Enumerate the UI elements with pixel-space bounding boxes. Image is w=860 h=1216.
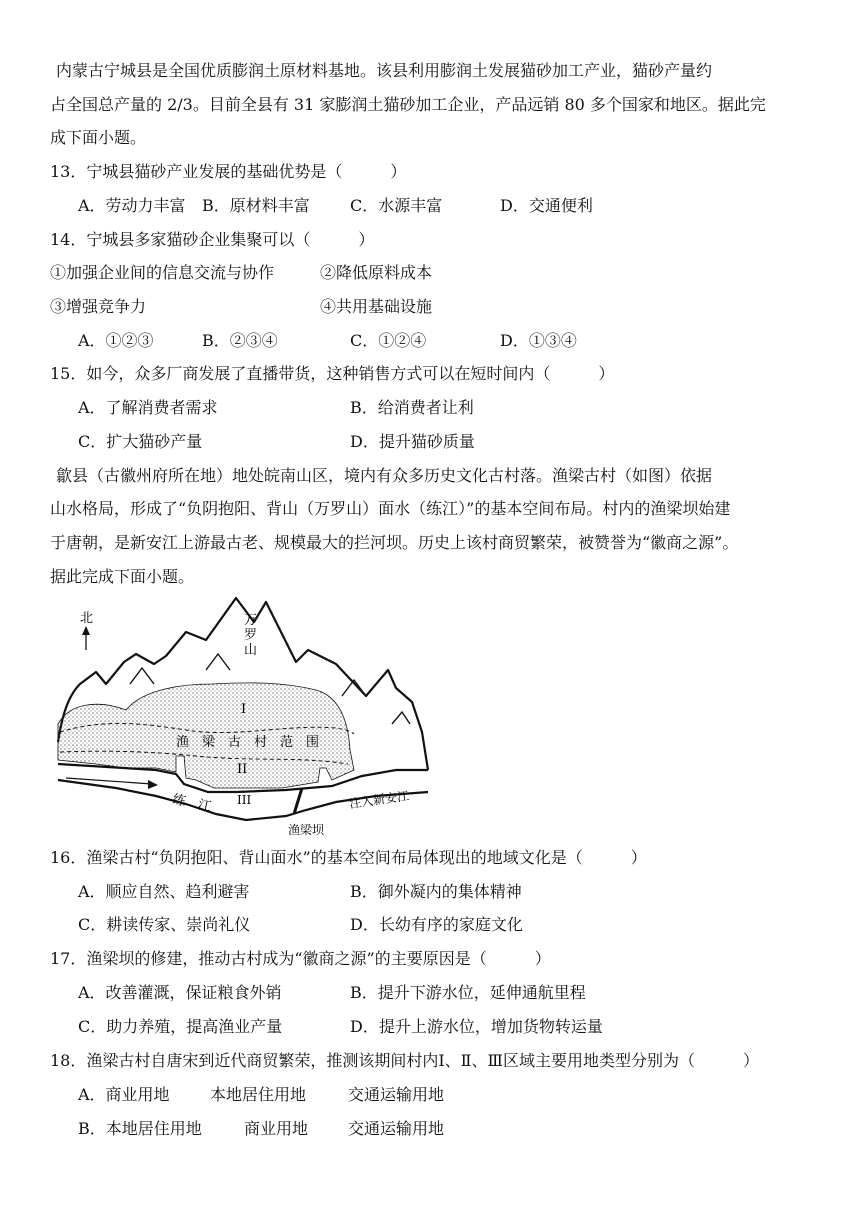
question-17-options-row-1	[78, 982, 586, 1004]
q16-option-d[interactable]: D．长幼有序的家庭文化	[350, 915, 523, 934]
q14-item-1: ①加强企业间的信息交流与协作	[50, 263, 275, 282]
q13-option-a[interactable]: A．劳动力丰富	[78, 196, 186, 215]
q15-option-b[interactable]: B．给消费者让利	[350, 398, 474, 417]
passage1-line-1: 内蒙古宁城县是全国优质膨润土原材料基地。该县利用膨润土发展猫砂加工产业，猫砂产量约	[56, 61, 713, 80]
q18-option-b[interactable]	[78, 1118, 444, 1140]
question-15-options-row-2	[78, 431, 475, 453]
passage2-line-4: 据此完成下面小题。	[50, 567, 195, 586]
q17-option-d[interactable]: D．提升上游水位，增加货物转运量	[350, 1017, 603, 1036]
dam-label: 渔梁坝	[288, 823, 325, 837]
mountain-label-3: 山	[244, 643, 258, 658]
zone-2-label: II	[237, 762, 248, 777]
q14-option-c[interactable]: C．①②④	[350, 331, 427, 350]
passage1-line-2: 占全国总产量的 2/3。目前全县有 31 家膨润土猫砂加工企业，产品远销 80 多个国家和地区。据此完	[50, 95, 766, 114]
q18-option-a[interactable]	[78, 1084, 444, 1106]
question-14-options	[78, 330, 577, 352]
q16-option-c[interactable]: C．耕读传家、崇尚礼仪	[78, 915, 251, 934]
q18-option-a-zone-2: 本地居住用地	[210, 1085, 307, 1104]
dam-symbol	[294, 788, 302, 814]
question-13-stem: 13．宁城县猫砂产业发展的基础优势是（ ）	[50, 162, 407, 181]
yuliang-village-map	[36, 592, 446, 840]
q13-option-c[interactable]: C．水源丰富	[350, 196, 443, 215]
north-arrow-icon	[82, 626, 90, 650]
q14-item-3: ③增强竞争力	[50, 297, 147, 316]
q18-option-b-zone-3: 交通运输用地	[348, 1119, 445, 1138]
q14-option-a[interactable]: A．①②③	[78, 331, 154, 350]
mountain-symbol-1	[130, 668, 154, 684]
passage2-line-1: 歙县（古徽州府所在地）地处皖南山区，境内有众多历史文化古村落。渔梁古村（如图）依据	[56, 466, 713, 485]
outflow-label: 注入新安江	[348, 788, 410, 811]
q18-option-b-zone-1: B．本地居住用地	[78, 1119, 202, 1138]
q17-option-a[interactable]: A．改善灌溉，保证粮食外销	[78, 983, 282, 1002]
river-label: 练 江	[171, 792, 213, 816]
mountain-label-2: 罗	[244, 628, 258, 643]
mountain-symbol-4	[392, 712, 410, 724]
q16-option-a[interactable]: A．顺应自然、趋利避害	[78, 882, 250, 901]
question-14-stem: 14．宁城县多家猫砂企业集聚可以（ ）	[50, 230, 375, 249]
north-label: 北	[80, 611, 94, 626]
zone-3-label: III	[237, 793, 252, 807]
q14-item-4: ④共用基础设施	[320, 297, 433, 316]
q17-option-b[interactable]: B．提升下游水位，延伸通航里程	[350, 983, 586, 1002]
q13-option-d[interactable]: D．交通便利	[500, 196, 593, 215]
question-17-stem: 17．渔梁坝的修建，推动古村成为“徽商之源”的主要原因是（ ）	[50, 949, 551, 968]
question-16-options-row-1	[78, 881, 522, 903]
q17-option-c[interactable]: C．助力养殖，提高渔业产量	[78, 1017, 283, 1036]
q14-item-2: ②降低原料成本	[320, 263, 433, 282]
question-15-options-row-1	[78, 397, 474, 419]
q14-option-d[interactable]: D．①③④	[500, 331, 577, 350]
passage2-line-2: 山水格局，形成了“负阴抱阳、背山（万罗山）面水（练江）”的基本空间布局。村内的渔梁坝始建	[50, 499, 731, 518]
question-14-items-row-2	[50, 296, 432, 318]
question-18-stem: 18．渔梁古村自唐宋到近代商贸繁荣，推测该期间村内Ⅰ、Ⅱ、Ⅲ区域主要用地类型分别为（ ）	[50, 1051, 759, 1070]
q18-option-a-zone-1: A．商业用地	[78, 1085, 170, 1104]
q15-option-d[interactable]: D．提升猫砂质量	[350, 432, 475, 451]
question-16-options-row-2	[78, 914, 523, 936]
q15-option-c[interactable]: C．扩大猫砂产量	[78, 432, 203, 451]
question-14-items-row-1	[50, 262, 432, 284]
question-13-options	[78, 195, 593, 217]
question-15-stem: 15．如今，众多厂商发展了直播带货，这种销售方式可以在短时间内（ ）	[50, 364, 615, 383]
village-range-label: 渔 梁 古 村 范 围	[176, 735, 320, 750]
question-17-options-row-2	[78, 1016, 603, 1038]
zone-1-label: I	[241, 702, 247, 717]
mountain-label-1: 万	[244, 613, 258, 628]
passage1-line-3: 成下面小题。	[50, 128, 147, 147]
mountain-symbol-2	[206, 654, 230, 670]
question-16-stem: 16．渔梁古村“负阴抱阳、背山面水”的基本空间布局体现出的地域文化是（ ）	[50, 848, 647, 867]
passage2-line-3: 于唐朝，是新安江上游最古老、规模最大的拦河坝。历史上该村商贸繁荣，被赞誉为“徽商之源”。	[50, 533, 739, 552]
q18-option-a-zone-3: 交通运输用地	[348, 1085, 445, 1104]
q18-option-b-zone-2: 商业用地	[244, 1119, 309, 1138]
q16-option-b[interactable]: B．御外凝内的集体精神	[350, 882, 522, 901]
q14-option-b[interactable]: B．②③④	[202, 331, 278, 350]
q13-option-b[interactable]: B．原材料丰富	[202, 196, 310, 215]
q15-option-a[interactable]: A．了解消费者需求	[78, 398, 218, 417]
